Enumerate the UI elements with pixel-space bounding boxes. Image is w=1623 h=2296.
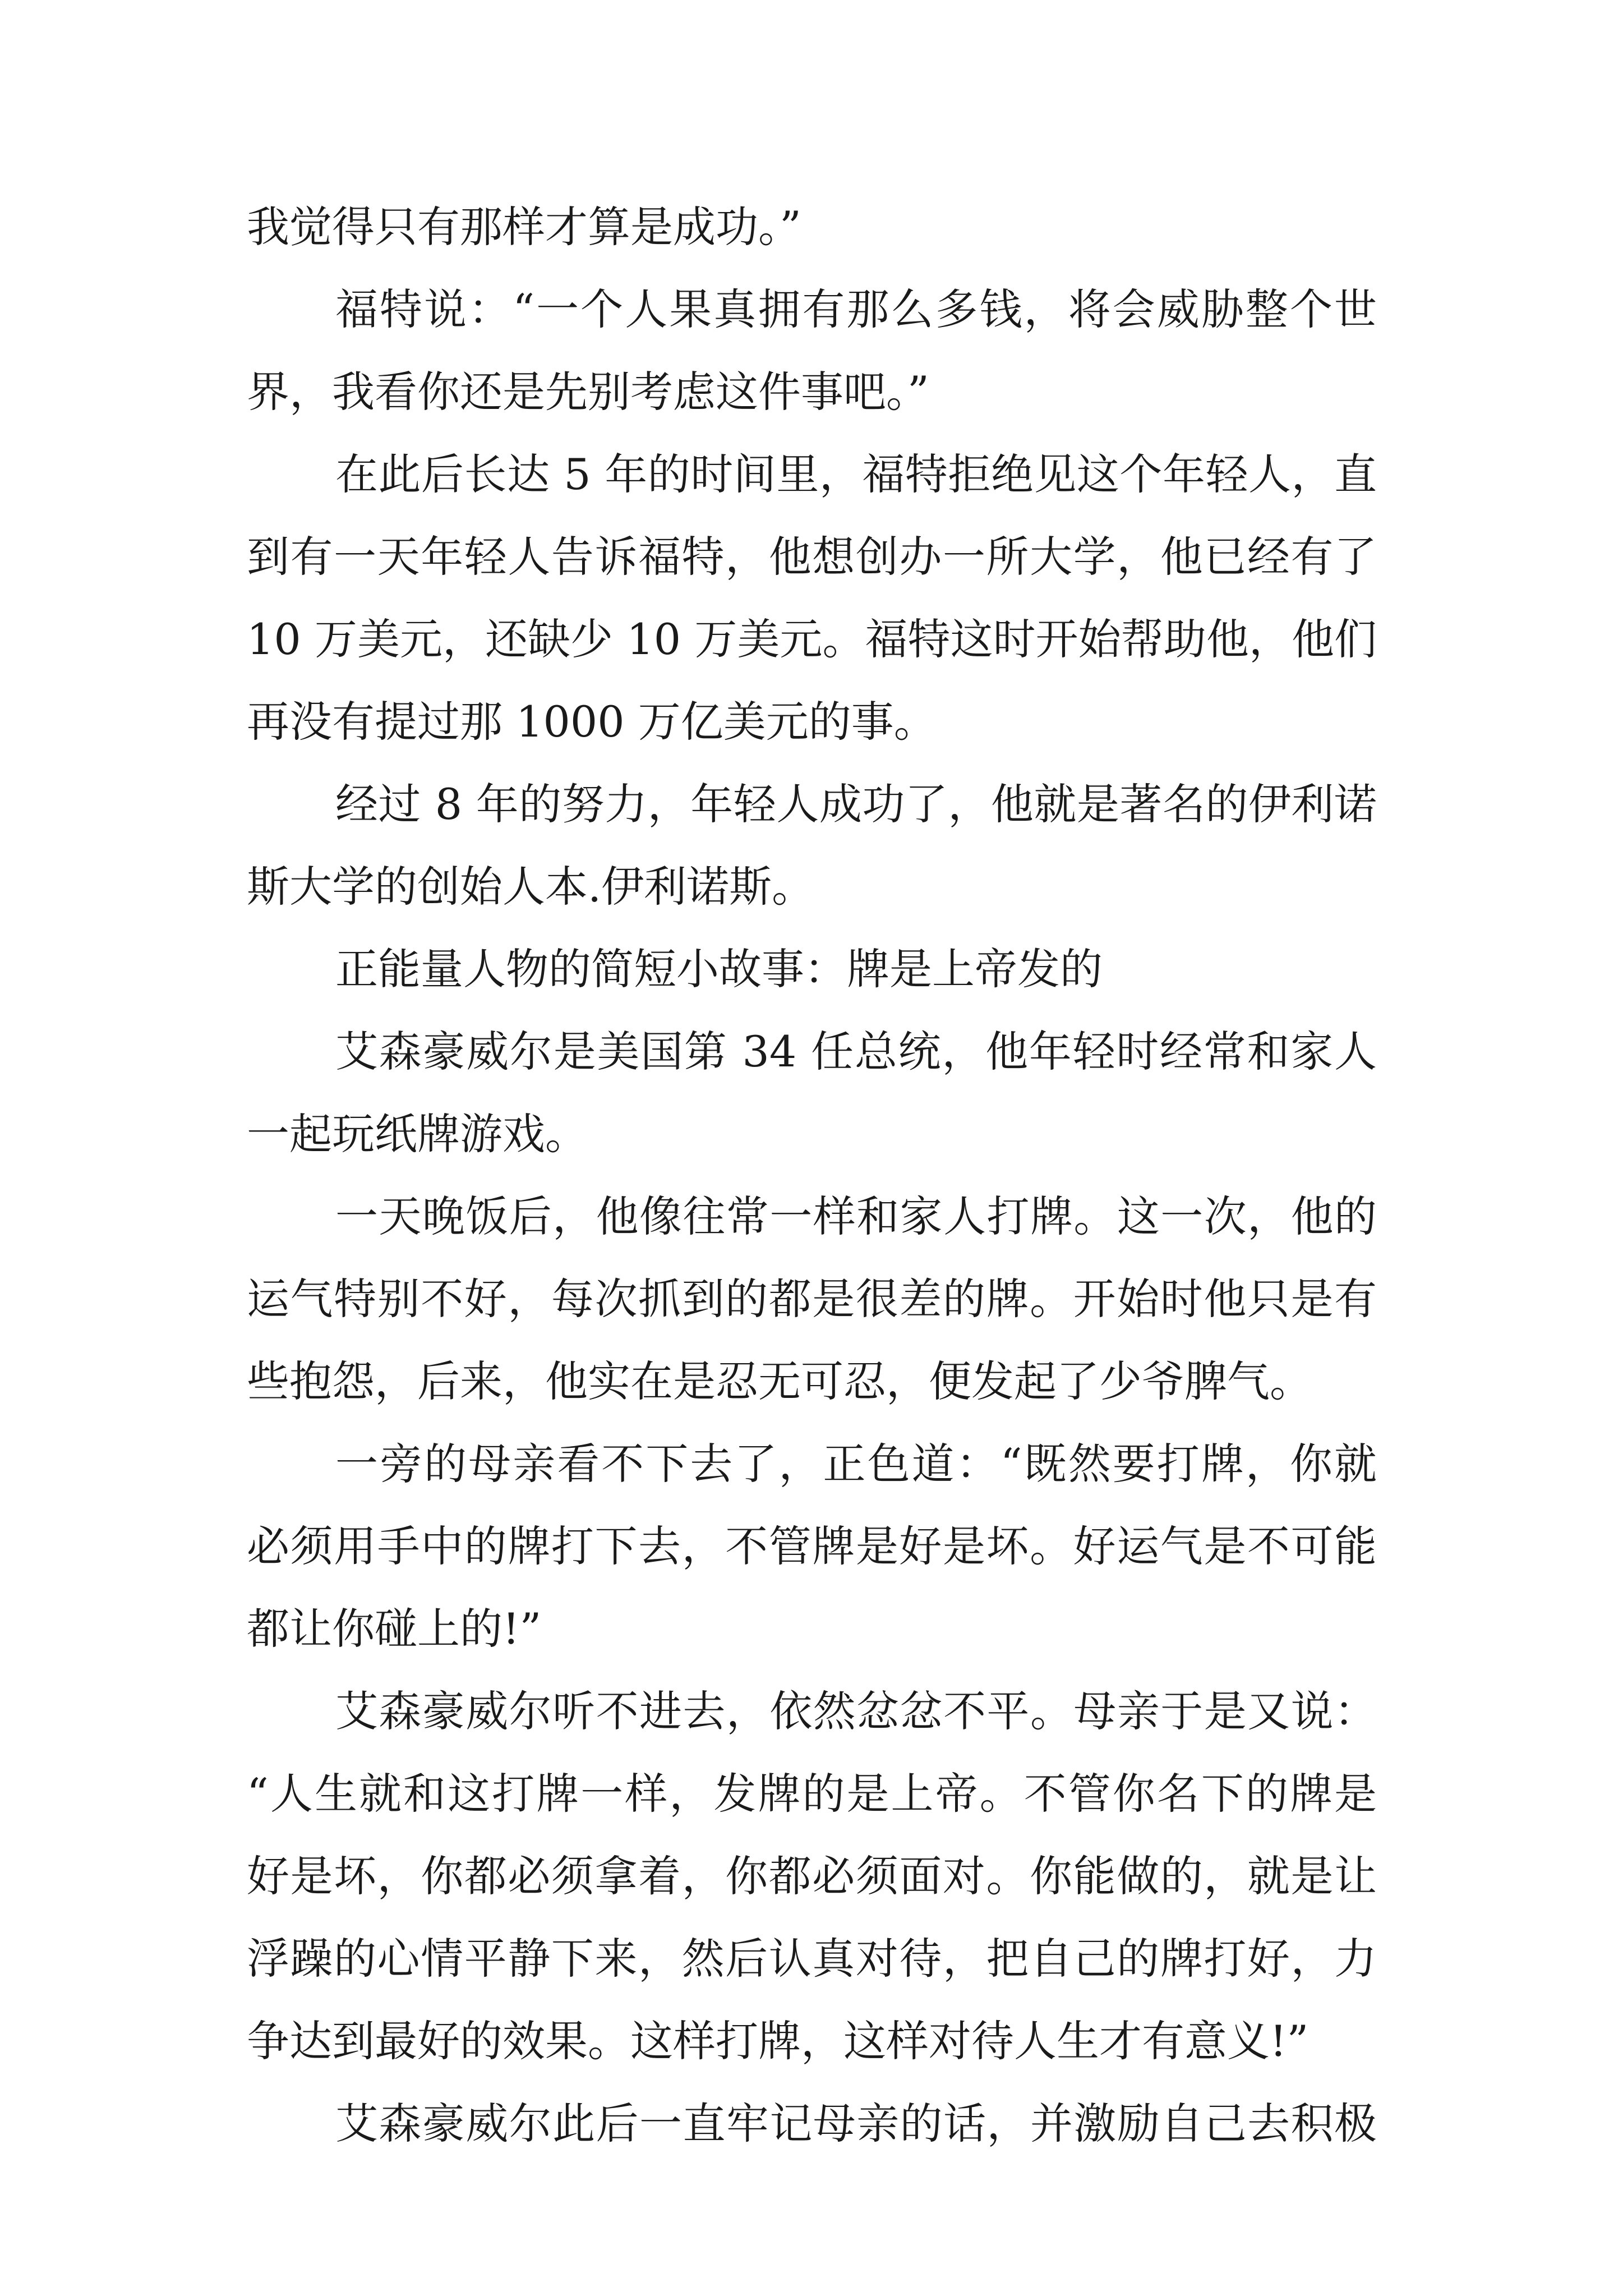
line-text: 在此后长达 5 年的时间里，福特拒绝见这个年轻人，直: [335, 449, 1377, 499]
text-line: [0, 845, 1623, 929]
section-heading: [0, 927, 1623, 1011]
text-line: [0, 1504, 1623, 1589]
line-text: “人生就和这打牌一样，发牌的是上帝。不管你名下的牌是: [247, 1769, 1377, 1819]
text-line: [0, 1587, 1623, 1671]
line-text: 运气特别不好，每次抓到的都是很差的牌。开始时他只是有: [247, 1274, 1377, 1324]
line-text: 艾森豪威尔听不进去，依然忿忿不平。母亲于是又说：: [335, 1686, 1377, 1736]
line-text: 正能量人物的简短小故事：牌是上帝发的: [335, 944, 1103, 994]
text-line: [0, 1917, 1623, 2001]
line-text: 一起玩纸牌游戏。: [247, 1109, 588, 1159]
line-text: 都让你碰上的!”: [247, 1604, 542, 1654]
text-line: [0, 1834, 1623, 1918]
text-line: [0, 432, 1623, 517]
text-line: [0, 1175, 1623, 1259]
line-text: 界，我看你还是先别考虑这件事吧。”: [247, 367, 929, 417]
line-text: 好是坏，你都必须拿着，你都必须面对。你能做的，就是让: [247, 1851, 1377, 1901]
text-line: [0, 1422, 1623, 1506]
line-text: 必须用手中的牌打下去，不管牌是好是坏。好运气是不可能: [247, 1521, 1377, 1571]
line-text: 浮躁的心情平静下来，然后认真对待，把自己的牌打好，力: [247, 1934, 1377, 1984]
text-line: [0, 268, 1623, 352]
line-text: 些抱怨，后来，他实在是忍无可忍，便发起了少爷脾气。: [247, 1356, 1312, 1406]
line-text: 再没有提过那 1000 万亿美元的事。: [247, 697, 937, 747]
text-line: [0, 1257, 1623, 1341]
text-line: [0, 350, 1623, 434]
line-text: 到有一天年轻人告诉福特，他想创办一所大学，他已经有了: [247, 532, 1377, 582]
line-text: 一天晚饭后，他像往常一样和家人打牌。这一次，他的: [335, 1191, 1377, 1241]
text-line: [0, 2082, 1623, 2166]
line-text: 10 万美元，还缺少 10 万美元。福特这时开始帮助他，他们: [247, 614, 1377, 664]
text-line: [0, 1999, 1623, 2083]
line-text: 一旁的母亲看不下去了，正色道：“既然要打牌，你就: [335, 1439, 1377, 1489]
line-text: 福特说：“一个人果真拥有那么多钱，将会威胁整个世: [335, 284, 1377, 334]
line-text: 我觉得只有那样才算是成功。”: [247, 202, 801, 252]
text-line: [0, 597, 1623, 682]
text-line: [0, 1669, 1623, 1754]
text-line: [0, 680, 1623, 764]
text-line: [0, 185, 1623, 269]
line-text: 艾森豪威尔是美国第 34 任总统，他年轻时经常和家人: [335, 1027, 1377, 1076]
text-line: [0, 1092, 1623, 1176]
line-text: 经过 8 年的努力，年轻人成功了，他就是著名的伊利诺: [335, 779, 1377, 829]
text-line: [0, 1010, 1623, 1094]
line-text: 争达到最好的效果。这样打牌，这样对待人生才有意义!”: [247, 2016, 1309, 2066]
line-text: 艾森豪威尔此后一直牢记母亲的话，并激励自己去积极: [335, 2099, 1377, 2148]
text-line: [0, 1340, 1623, 1424]
text-line: [0, 762, 1623, 846]
text-line: [0, 515, 1623, 599]
line-text: 斯大学的创始人本.伊利诺斯。: [247, 862, 815, 912]
text-line: [0, 1752, 1623, 1836]
